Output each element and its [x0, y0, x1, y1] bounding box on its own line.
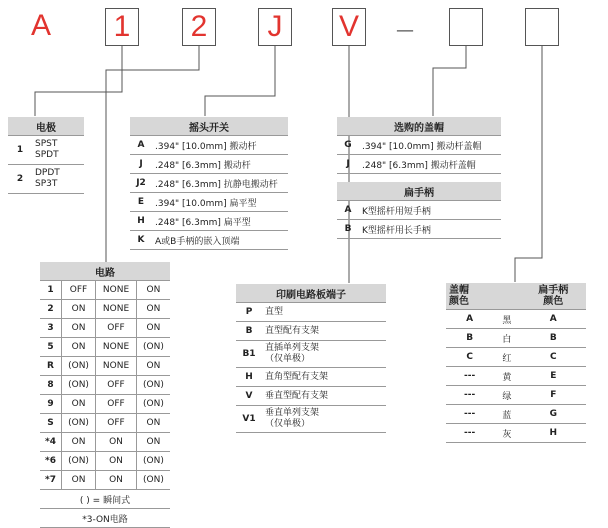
row-text: 垂直型配有支架	[262, 387, 386, 406]
table-row	[236, 406, 386, 433]
row-text: .248" [6.3mm] 搬动杆盖帽	[359, 155, 501, 174]
table-row	[40, 414, 170, 433]
table-row	[337, 155, 501, 174]
color-cell: 黄	[493, 367, 520, 386]
actuator-table	[130, 117, 288, 250]
circuit-cell: (ON)	[136, 376, 170, 395]
row-text: 直型	[262, 303, 386, 322]
table-row	[40, 281, 170, 300]
circuit-cell: NONE	[96, 281, 137, 300]
row-key: V1	[236, 406, 262, 433]
table-row	[130, 174, 288, 193]
row-text: .248" [6.3mm] 抗静电搬动杆	[152, 174, 288, 193]
row-text: .394" [10.0mm] 搬动杆	[152, 136, 288, 155]
circuit-key: 5	[40, 338, 61, 357]
color-cell: 白	[493, 329, 520, 348]
circuit-cell: (ON)	[61, 452, 95, 471]
code-box-actuator: J	[258, 8, 292, 46]
row-key: J	[337, 155, 359, 174]
table-row	[446, 310, 586, 329]
color-cell: 灰	[493, 424, 520, 443]
row-text: 直型配有支架	[262, 322, 386, 341]
circuit-cell: ON	[136, 433, 170, 452]
circuit-key: *4	[40, 433, 61, 452]
circuit-cell: ON	[136, 357, 170, 376]
circuit-cell: ON	[136, 281, 170, 300]
color-cell: 蓝	[493, 405, 520, 424]
row-key: P	[236, 303, 262, 322]
row-key: H	[130, 212, 152, 231]
circuit-key: *6	[40, 452, 61, 471]
code-box-terminal: V	[332, 8, 366, 46]
table-row	[40, 319, 170, 338]
row-key: H	[236, 368, 262, 387]
color-table: 盖帽 颜色 扁手柄 颜色 A 黑 A B 白 B C 红 C --- 黄 E --- 绿 F --- 蓝 G --- 灰 H	[446, 283, 586, 443]
circuit-cell: OFF	[61, 281, 95, 300]
circuit-key: 1	[40, 281, 61, 300]
code-box-circuit: 2	[182, 8, 216, 46]
table-row	[40, 433, 170, 452]
table-row	[337, 220, 501, 239]
color-cell: B	[446, 329, 493, 348]
circuit-cell: OFF	[96, 319, 137, 338]
circuit-cell: (ON)	[136, 471, 170, 490]
color-cell: B	[521, 329, 586, 348]
circuit-note-momentary: ( ) = 瞬间式	[40, 490, 170, 509]
table-row	[236, 368, 386, 387]
circuit-title: 电路	[40, 262, 170, 281]
circuit-note-3on: *3-ON电路	[40, 509, 170, 528]
cap-table	[337, 117, 501, 174]
code-dash: —	[396, 20, 414, 41]
row-text: 直角型配有支架	[262, 368, 386, 387]
circuit-cell: ON	[61, 471, 95, 490]
table-row	[40, 300, 170, 319]
circuit-cell: (ON)	[136, 338, 170, 357]
color-cell: A	[446, 310, 493, 329]
row-key: G	[337, 136, 359, 155]
circuit-key: 9	[40, 395, 61, 414]
table-row	[446, 367, 586, 386]
terminals-title: 印刷电路板端子	[236, 284, 386, 303]
table-row	[236, 387, 386, 406]
code-box-pole: 1	[105, 8, 139, 46]
table-row	[130, 155, 288, 174]
circuit-key: 3	[40, 319, 61, 338]
cap-title: 选购的盖帽	[337, 117, 501, 136]
code-char-a: A	[30, 9, 51, 42]
color-cell: 黑	[493, 310, 520, 329]
handle-title: 扁手柄	[337, 182, 501, 201]
row-text: .394" [10.0mm] 扁平型	[152, 193, 288, 212]
color-cell: 绿	[493, 386, 520, 405]
circuit-key: *7	[40, 471, 61, 490]
color-cell: ---	[446, 367, 493, 386]
color-cell: H	[521, 424, 586, 443]
circuit-cell: ON	[136, 319, 170, 338]
color-cell: F	[521, 386, 586, 405]
row-key: K	[130, 231, 152, 250]
color-cell: ---	[446, 405, 493, 424]
circuit-cell: ON	[96, 471, 137, 490]
pole-table	[8, 117, 84, 194]
terminals-table	[236, 284, 386, 433]
circuit-key: 8	[40, 376, 61, 395]
table-row	[337, 201, 501, 220]
circuit-cell: OFF	[96, 395, 137, 414]
circuit-cell: (ON)	[136, 452, 170, 471]
table-row	[446, 348, 586, 367]
table-row	[40, 376, 170, 395]
color-cell: 红	[493, 348, 520, 367]
circuit-key: R	[40, 357, 61, 376]
circuit-key: 2	[40, 300, 61, 319]
table-row	[446, 329, 586, 348]
circuit-cell: ON	[96, 433, 137, 452]
table-row	[446, 424, 586, 443]
row-key: A	[130, 136, 152, 155]
color-cell: ---	[446, 424, 493, 443]
circuit-cell: (ON)	[61, 357, 95, 376]
circuit-cell: ON	[61, 395, 95, 414]
table-row: 1 SPST SPDT	[8, 136, 84, 165]
color-cell: C	[521, 348, 586, 367]
circuit-cell: ON	[136, 414, 170, 433]
table-row	[40, 395, 170, 414]
table-row	[236, 341, 386, 368]
circuit-cell: (ON)	[61, 376, 95, 395]
color-cell: G	[521, 405, 586, 424]
row-text: A或B手柄的嵌入顶端	[152, 231, 288, 250]
circuit-key: S	[40, 414, 61, 433]
row-key: V	[236, 387, 262, 406]
circuit-cell: ON	[61, 433, 95, 452]
handle-table	[337, 182, 501, 239]
table-row: 2 DPDT SP3T	[8, 165, 84, 194]
circuit-cell: NONE	[96, 357, 137, 376]
circuit-cell: OFF	[96, 414, 137, 433]
table-row	[446, 405, 586, 424]
circuit-cell: ON	[61, 319, 95, 338]
table-row	[40, 338, 170, 357]
row-key: J	[130, 155, 152, 174]
circuit-cell: (ON)	[61, 414, 95, 433]
row-text: .248" [6.3mm] 扁平型	[152, 212, 288, 231]
circuit-cell: OFF	[96, 376, 137, 395]
row-key: B	[236, 322, 262, 341]
table-row	[130, 193, 288, 212]
color-cell: A	[521, 310, 586, 329]
table-row	[337, 136, 501, 155]
row-text: 垂直单列支架 （仅单极）	[262, 406, 386, 433]
color-cell: C	[446, 348, 493, 367]
circuit-cell: ON	[136, 300, 170, 319]
circuit-cell: ON	[96, 452, 137, 471]
row-text: K型摇杆用长手柄	[359, 220, 501, 239]
circuit-cell: ON	[61, 338, 95, 357]
circuit-cell: (ON)	[136, 395, 170, 414]
row-key: A	[337, 201, 359, 220]
circuit-cell: ON	[61, 300, 95, 319]
pole-title: 电极	[8, 117, 84, 136]
row-key: E	[130, 193, 152, 212]
table-row	[446, 386, 586, 405]
row-text: 直插单列支架 （仅单极）	[262, 341, 386, 368]
table-row	[130, 231, 288, 250]
table-row	[236, 303, 386, 322]
row-key: B	[337, 220, 359, 239]
table-row	[40, 357, 170, 376]
color-cell: E	[521, 367, 586, 386]
circuit-cell: NONE	[96, 300, 137, 319]
actuator-title: 摇头开关	[130, 117, 288, 136]
row-text: K型摇杆用短手柄	[359, 201, 501, 220]
table-row	[130, 212, 288, 231]
row-key: B1	[236, 341, 262, 368]
row-key: J2	[130, 174, 152, 193]
table-row	[130, 136, 288, 155]
table-row	[40, 471, 170, 490]
row-text: .394" [10.0mm] 搬动杆盖帽	[359, 136, 501, 155]
table-row	[236, 322, 386, 341]
table-row	[40, 452, 170, 471]
row-text: .248" [6.3mm] 搬动杆	[152, 155, 288, 174]
circuit-cell: NONE	[96, 338, 137, 357]
color-cell: ---	[446, 386, 493, 405]
circuit-table	[40, 262, 170, 528]
